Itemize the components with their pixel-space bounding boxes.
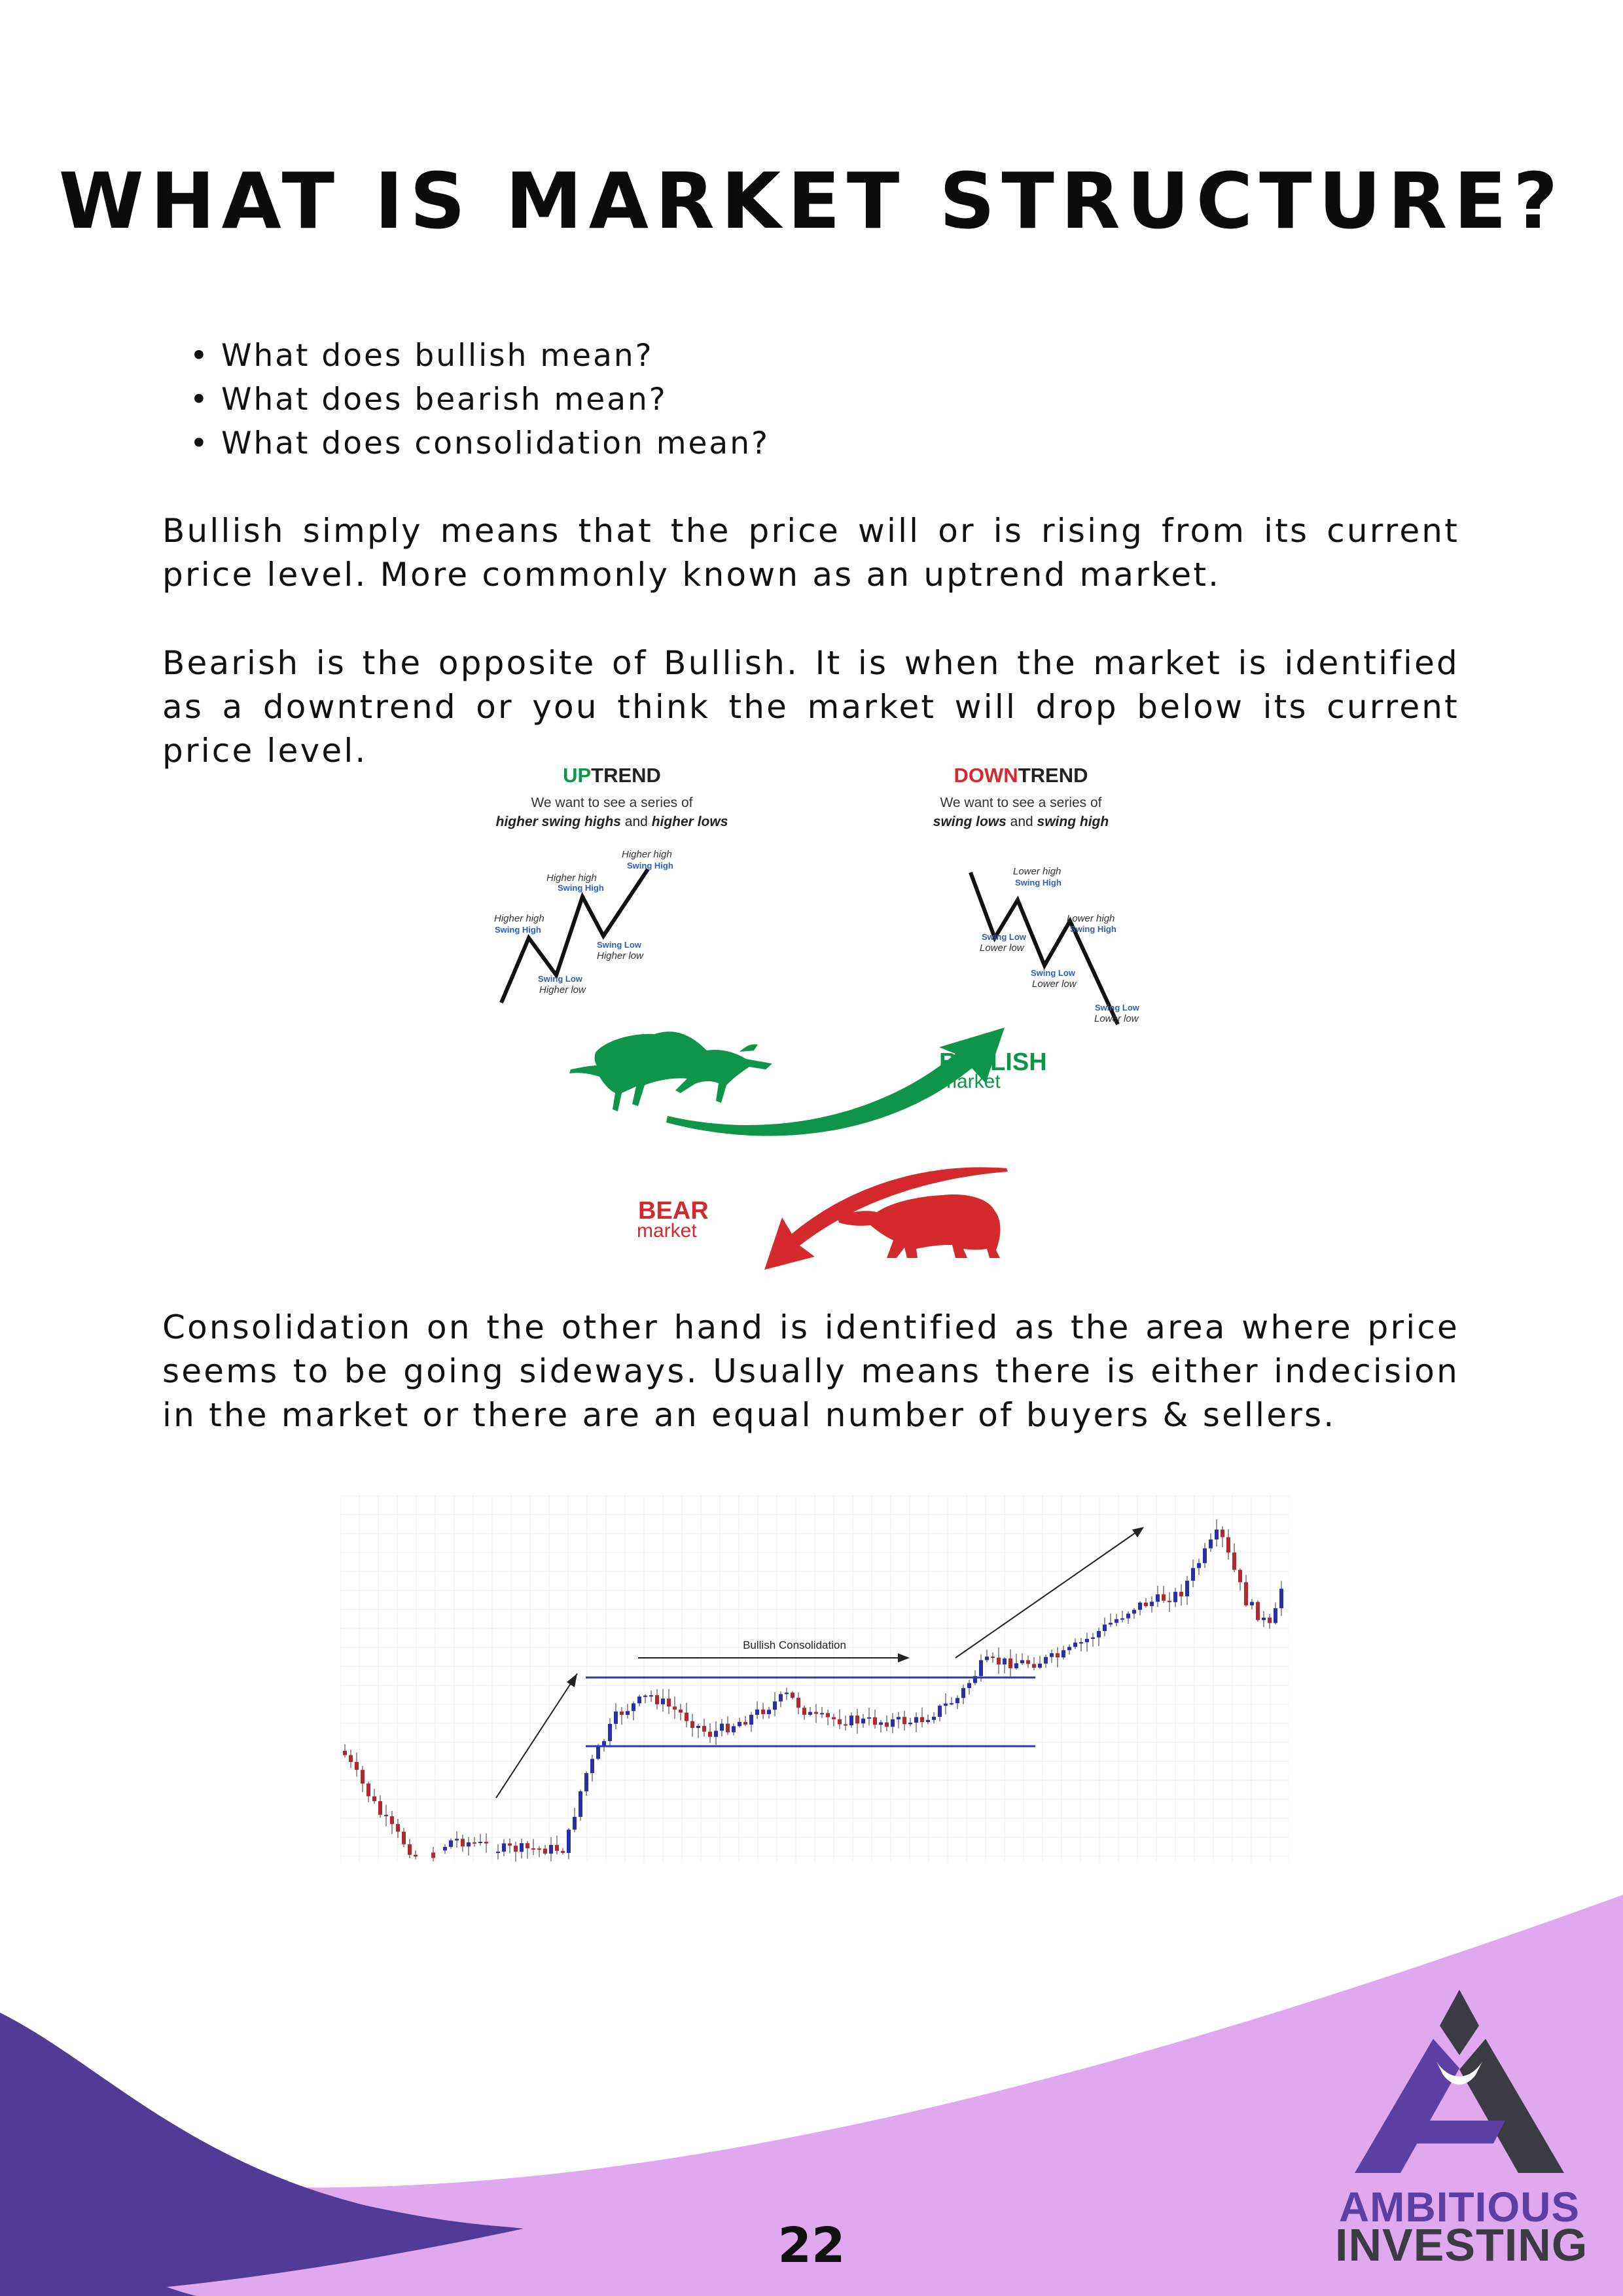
candle-body — [573, 1817, 577, 1830]
candle-body — [366, 1784, 370, 1796]
candle-body — [526, 1843, 529, 1848]
candle-body — [355, 1762, 359, 1770]
candle-body — [785, 1693, 789, 1694]
candle-body — [1256, 1602, 1260, 1621]
candle-body — [961, 1688, 965, 1698]
candle-body — [991, 1657, 995, 1658]
candle-body — [1209, 1539, 1213, 1549]
candle-body — [796, 1698, 800, 1708]
candle-body — [1156, 1594, 1160, 1602]
candle-body — [820, 1713, 824, 1714]
candle-body — [779, 1694, 783, 1701]
candle-body — [855, 1715, 859, 1723]
candle-body — [1203, 1549, 1207, 1564]
candle-body — [1262, 1618, 1266, 1621]
candle-body — [867, 1717, 871, 1719]
candle-body — [661, 1698, 665, 1704]
candle-body — [431, 1852, 435, 1857]
candle-body — [743, 1722, 747, 1725]
candle-body — [1103, 1624, 1107, 1631]
candle-body — [626, 1711, 630, 1715]
candle-body — [1038, 1664, 1042, 1668]
bear-label: BEAR — [638, 1197, 709, 1225]
candle-body — [1132, 1610, 1136, 1614]
candle-body — [914, 1717, 918, 1723]
candle-body — [1215, 1530, 1219, 1539]
candle-body — [361, 1770, 365, 1784]
list-item: • What does consolidation mean? — [190, 422, 770, 465]
candle-body — [496, 1852, 500, 1853]
candle-body — [632, 1703, 635, 1711]
candle-body — [814, 1712, 818, 1714]
svg-text:Swing High: Swing High — [495, 925, 541, 935]
candle-body — [926, 1720, 930, 1722]
candle-body — [873, 1717, 877, 1725]
candle-body — [690, 1721, 694, 1728]
bull-icon — [569, 1031, 772, 1111]
candle-body — [372, 1797, 376, 1801]
svg-text:Swing High: Swing High — [1070, 924, 1116, 934]
candle-body — [396, 1824, 400, 1832]
bullish-sublabel: market — [940, 1071, 1001, 1092]
candle-body — [543, 1848, 547, 1854]
candle-body — [667, 1698, 671, 1706]
candle-body — [561, 1851, 565, 1853]
candle-body — [473, 1842, 476, 1844]
candle-body — [1085, 1639, 1089, 1642]
consolidation-label: Bullish Consolidation — [743, 1639, 846, 1651]
candle-body — [673, 1706, 677, 1710]
candle-body — [408, 1844, 412, 1855]
brand-name-line1: AMBITIOUS — [1338, 2183, 1580, 2231]
svg-text:Higher low: Higher low — [539, 984, 586, 996]
svg-text:Higher high: Higher high — [494, 913, 544, 924]
candle-body — [596, 1747, 600, 1759]
trend-figure — [458, 753, 1178, 1270]
svg-text:Swing Low: Swing Low — [1031, 968, 1075, 978]
svg-text:Swing High: Swing High — [1015, 878, 1061, 888]
candle-body — [808, 1712, 812, 1715]
candle-body — [1138, 1603, 1142, 1610]
svg-text:Lower high: Lower high — [1013, 866, 1061, 877]
candle-body — [449, 1840, 453, 1847]
svg-text:Higher high: Higher high — [546, 872, 597, 884]
candle-body — [1091, 1638, 1095, 1639]
candle-body — [1150, 1602, 1154, 1606]
candle-body — [967, 1683, 971, 1688]
candle-body — [1061, 1650, 1065, 1657]
consolidation-paragraph: Consolidation on the other hand is identified as the area where price seems to be going sideways. Usually means there is either indecision in the market or there are an equal number of buyers & sellers. — [162, 1308, 1459, 1434]
candle-body — [1109, 1623, 1113, 1624]
candle-body — [1274, 1608, 1277, 1623]
candle-body — [614, 1712, 618, 1724]
chart-grid — [340, 1496, 1289, 1862]
candle-body — [1008, 1659, 1012, 1668]
downtrend-caption-2: swing lows and swing high — [933, 814, 1109, 829]
candle-body — [1079, 1642, 1083, 1643]
candle-body — [1097, 1631, 1101, 1638]
candle-body — [584, 1773, 588, 1791]
candle-body — [885, 1723, 889, 1727]
candle-body — [826, 1713, 830, 1717]
page-title: WHAT IS MARKET STRUCTURE? — [58, 156, 1565, 246]
candle-body — [637, 1696, 641, 1703]
candle-body — [1026, 1660, 1030, 1664]
candle-body — [508, 1843, 512, 1845]
candle-body — [997, 1658, 1001, 1664]
candle-body — [714, 1731, 718, 1736]
candle-body — [932, 1717, 936, 1720]
candle-body — [755, 1710, 759, 1715]
candle-body — [1238, 1570, 1242, 1583]
impulse-arrow-1 — [496, 1674, 577, 1798]
candle-body — [478, 1842, 482, 1843]
candle-body — [1126, 1613, 1130, 1618]
list-item: • What does bullish mean? — [190, 334, 770, 378]
candle-body — [738, 1722, 741, 1726]
candle-body — [467, 1842, 471, 1846]
impulse-arrow-2 — [955, 1530, 1140, 1658]
candle-body — [1221, 1530, 1224, 1537]
svg-text:Swing Low: Swing Low — [982, 932, 1026, 942]
candle-body — [861, 1719, 865, 1723]
candle-body — [1185, 1581, 1189, 1596]
candle-body — [1244, 1582, 1248, 1605]
candle-body — [879, 1723, 883, 1725]
candle-body — [1144, 1603, 1148, 1606]
candle-body — [579, 1791, 582, 1817]
page-number: 22 — [777, 2217, 846, 2274]
candle-body — [938, 1706, 942, 1717]
ambitious-investing-logo-icon — [1342, 1990, 1577, 2186]
candle-body — [979, 1660, 983, 1676]
candle-body — [502, 1843, 506, 1852]
candle-body — [1173, 1592, 1177, 1602]
candle-body — [950, 1703, 954, 1704]
svg-text:Swing Low: Swing Low — [597, 940, 641, 950]
candle-body — [1279, 1588, 1283, 1608]
candle-body — [749, 1715, 753, 1725]
candle-body — [1162, 1594, 1166, 1601]
bullish-label: BULLISH — [939, 1049, 1047, 1076]
candle-body — [761, 1710, 765, 1714]
candle-body — [343, 1751, 347, 1755]
candle-body — [655, 1695, 659, 1704]
svg-text:Swing Low: Swing Low — [1095, 1003, 1139, 1013]
uptrend-caption-2: higher swing highs and higher lows — [495, 814, 728, 829]
candle-body — [849, 1715, 853, 1725]
candle-body — [685, 1713, 688, 1721]
candle-body — [549, 1845, 553, 1854]
candle-body — [1067, 1647, 1071, 1650]
bear-sublabel: market — [637, 1220, 697, 1242]
candle-body — [414, 1855, 418, 1857]
candle-body — [567, 1829, 571, 1852]
candle-body — [443, 1847, 447, 1850]
candle-body — [1179, 1592, 1183, 1596]
candle-body — [1032, 1664, 1036, 1668]
downtrend-caption-1: We want to see a series of — [940, 795, 1102, 810]
candle-body — [1115, 1619, 1118, 1623]
candle-body — [732, 1726, 736, 1732]
candle-body — [702, 1726, 706, 1732]
downtrend-title: DOWNTREND — [954, 764, 1088, 787]
svg-text:Lower high: Lower high — [1067, 913, 1115, 924]
candle-body — [832, 1717, 836, 1719]
candle-body — [802, 1708, 806, 1715]
candle-body — [1120, 1619, 1124, 1620]
candle-body — [891, 1719, 895, 1727]
candle-body — [708, 1732, 712, 1737]
candle-body — [1050, 1653, 1054, 1657]
candle-body — [390, 1816, 394, 1824]
candle-body — [720, 1724, 724, 1731]
svg-text:Higher high: Higher high — [622, 849, 672, 860]
candle-body — [555, 1845, 559, 1851]
candle-body — [902, 1717, 906, 1724]
brand-name-line2: INVESTING — [1335, 2219, 1588, 2270]
svg-text:Lower low: Lower low — [1032, 978, 1077, 990]
candle-body — [838, 1719, 842, 1725]
candle-body — [1020, 1660, 1024, 1664]
candle-body — [1268, 1618, 1272, 1623]
candle-body — [1226, 1537, 1230, 1552]
candle-body — [590, 1759, 594, 1773]
candle-body — [1250, 1602, 1254, 1605]
consolidation-chart — [340, 1496, 1289, 1862]
candle-body — [1056, 1653, 1060, 1657]
bullish-paragraph: Bullish simply means that the price will or is rising from its current price level. More commonly known as an uptrend market. — [162, 512, 1459, 594]
candle-body — [484, 1842, 488, 1844]
candle-body — [1073, 1643, 1077, 1647]
candle-body — [1003, 1659, 1007, 1664]
svg-text:Lower low: Lower low — [1094, 1013, 1139, 1024]
candle-body — [679, 1710, 683, 1713]
candle-body — [349, 1755, 353, 1762]
candle-body — [520, 1843, 524, 1852]
uptrend-caption-1: We want to see a series of — [531, 795, 693, 810]
candle-body — [643, 1696, 647, 1697]
candle-body — [620, 1712, 624, 1715]
svg-text:Swing High: Swing High — [627, 861, 673, 870]
candle-body — [1044, 1657, 1048, 1664]
candle-body — [531, 1848, 535, 1850]
candle-body — [791, 1693, 794, 1698]
svg-text:Lower low: Lower low — [980, 942, 1024, 954]
question-list — [190, 334, 770, 465]
candle-body — [1232, 1552, 1236, 1570]
candle-body — [1014, 1663, 1018, 1668]
candle-body — [726, 1724, 730, 1732]
candle-body — [649, 1695, 653, 1696]
candle-body — [844, 1724, 847, 1725]
candle-body — [378, 1801, 382, 1815]
candle-body — [384, 1815, 388, 1816]
candle-body — [920, 1717, 924, 1723]
candle-body — [985, 1657, 989, 1660]
candle-body — [1191, 1568, 1195, 1581]
svg-text:Higher low: Higher low — [597, 950, 643, 961]
list-item: • What does bearish mean? — [190, 378, 770, 422]
candle-body — [1197, 1563, 1201, 1568]
candle-body — [455, 1839, 459, 1840]
uptrend-title: UPTREND — [563, 764, 661, 787]
bearish-paragraph: Bearish is the opposite of Bullish. It is when the market is identified as a downtrend or you think the market will drop below its current price level. — [162, 644, 1459, 770]
candle-body — [537, 1848, 541, 1850]
candle-body — [696, 1726, 700, 1728]
svg-text:Swing High: Swing High — [558, 883, 604, 893]
candle-body — [897, 1717, 901, 1719]
candle-body — [461, 1839, 465, 1846]
candle-body — [514, 1846, 518, 1852]
candle-body — [402, 1832, 406, 1844]
candle-body — [908, 1723, 912, 1724]
svg-text:Swing Low: Swing Low — [538, 974, 582, 984]
candle-body — [767, 1710, 771, 1714]
candle-body — [944, 1704, 948, 1706]
candle-body — [608, 1724, 612, 1741]
candle-body — [773, 1702, 777, 1710]
candle-body — [955, 1698, 959, 1703]
candle-body — [1168, 1601, 1171, 1602]
candles — [343, 1519, 1283, 1861]
